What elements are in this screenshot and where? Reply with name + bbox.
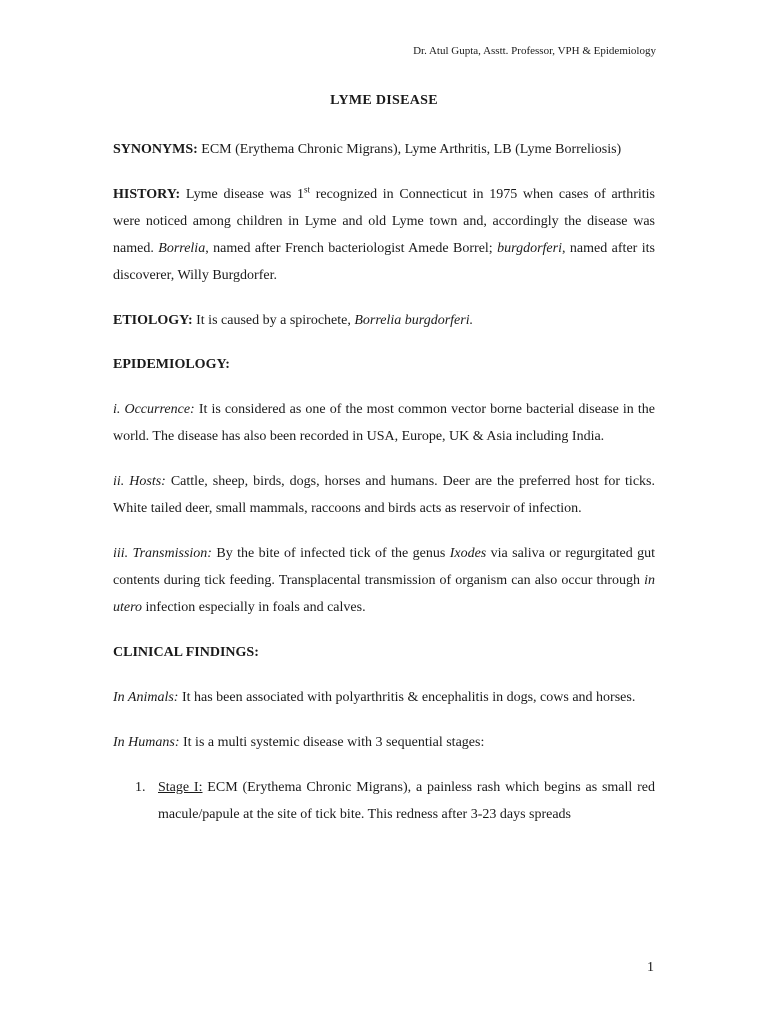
hosts-label: ii. Hosts: [113,474,166,489]
hosts-paragraph [113,468,655,522]
transmission-text-2: via saliva or regurgitated gut contents during tick feeding. Transplacental transmission of organism can also occur through [113,546,655,588]
transmission-in-utero: in utero [113,573,655,615]
history-paragraph [113,181,655,289]
list-number: 1. [135,780,146,795]
document-body [113,136,655,828]
history-superscript: st [304,184,311,195]
occurrence-label: i. Occurrence: [113,402,195,417]
synonyms-label: SYNONYMS: [113,142,198,157]
running-header: Dr. Atul Gupta, Asstt. Professor, VPH & Epidemiology [413,45,656,57]
stage-text: ECM (Erythema Chronic Migrans), a painless rash which begins as small red macule/papule at the site of tick bite. This redness after 3-23 days spreads [158,780,656,822]
animals-text: It has been associated with polyarthritis & encephalitis in dogs, cows and horses. [178,690,636,705]
occurrence-text: It is considered as one of the most common vector borne bacterial disease in the world. The disease has also been recorded in USA, Europe, UK & Asia including India. [113,402,656,444]
history-text-2: recognized in Connecticut in 1975 when cases of arthritis were noticed among children in Lyme and old Lyme town and, accordingly the disease was named. [113,187,655,256]
transmission-text-1: By the bite of infected tick of the genus [211,546,450,561]
humans-text: It is a multi systemic disease with 3 sequential stages: [179,735,485,750]
etiology-text: It is caused by a spirochete, [192,313,355,328]
humans-label: In Humans: [113,735,180,750]
transmission-label: iii. Transmission: [113,546,212,561]
synonyms-text: ECM (Erythema Chronic Migrans), Lyme Arthritis, LB (Lyme Borreliosis) [197,142,622,157]
list-item [113,774,655,828]
history-text-4: , named after its discoverer, Willy Burgdorfer. [113,241,655,283]
transmission-paragraph [113,540,655,621]
etiology-organism: Borrelia burgdorferi. [354,313,474,328]
etiology-paragraph [113,307,655,334]
occurrence-paragraph [113,396,655,450]
page-number: 1 [647,960,654,975]
stages-list [113,774,655,828]
history-text-1: Lyme disease was 1 [180,187,304,202]
etiology-label: ETIOLOGY: [113,313,193,328]
page-title: LYME DISEASE [330,93,438,108]
synonyms-paragraph [113,136,655,163]
stage-label: Stage I: [158,780,203,795]
animals-paragraph [113,684,655,711]
humans-paragraph [113,729,655,756]
history-text-3: , named after French bacteriologist Amede Borrel; [205,241,498,256]
history-species: burgdorferi [497,241,562,256]
hosts-text: Cattle, sheep, birds, dogs, horses and humans. Deer are the preferred host for ticks. White tailed deer, small mammals, raccoons and birds acts as reservoir of infection. [113,474,655,516]
history-label: HISTORY: [113,187,181,202]
epidemiology-heading: EPIDEMIOLOGY: [113,357,230,372]
transmission-text-3: infection especially in foals and calves. [142,600,366,615]
transmission-genus: Ixodes [449,546,487,561]
history-genus: Borrelia [158,241,206,256]
clinical-findings-heading: CLINICAL FINDINGS: [113,645,259,660]
animals-label: In Animals: [113,690,179,705]
